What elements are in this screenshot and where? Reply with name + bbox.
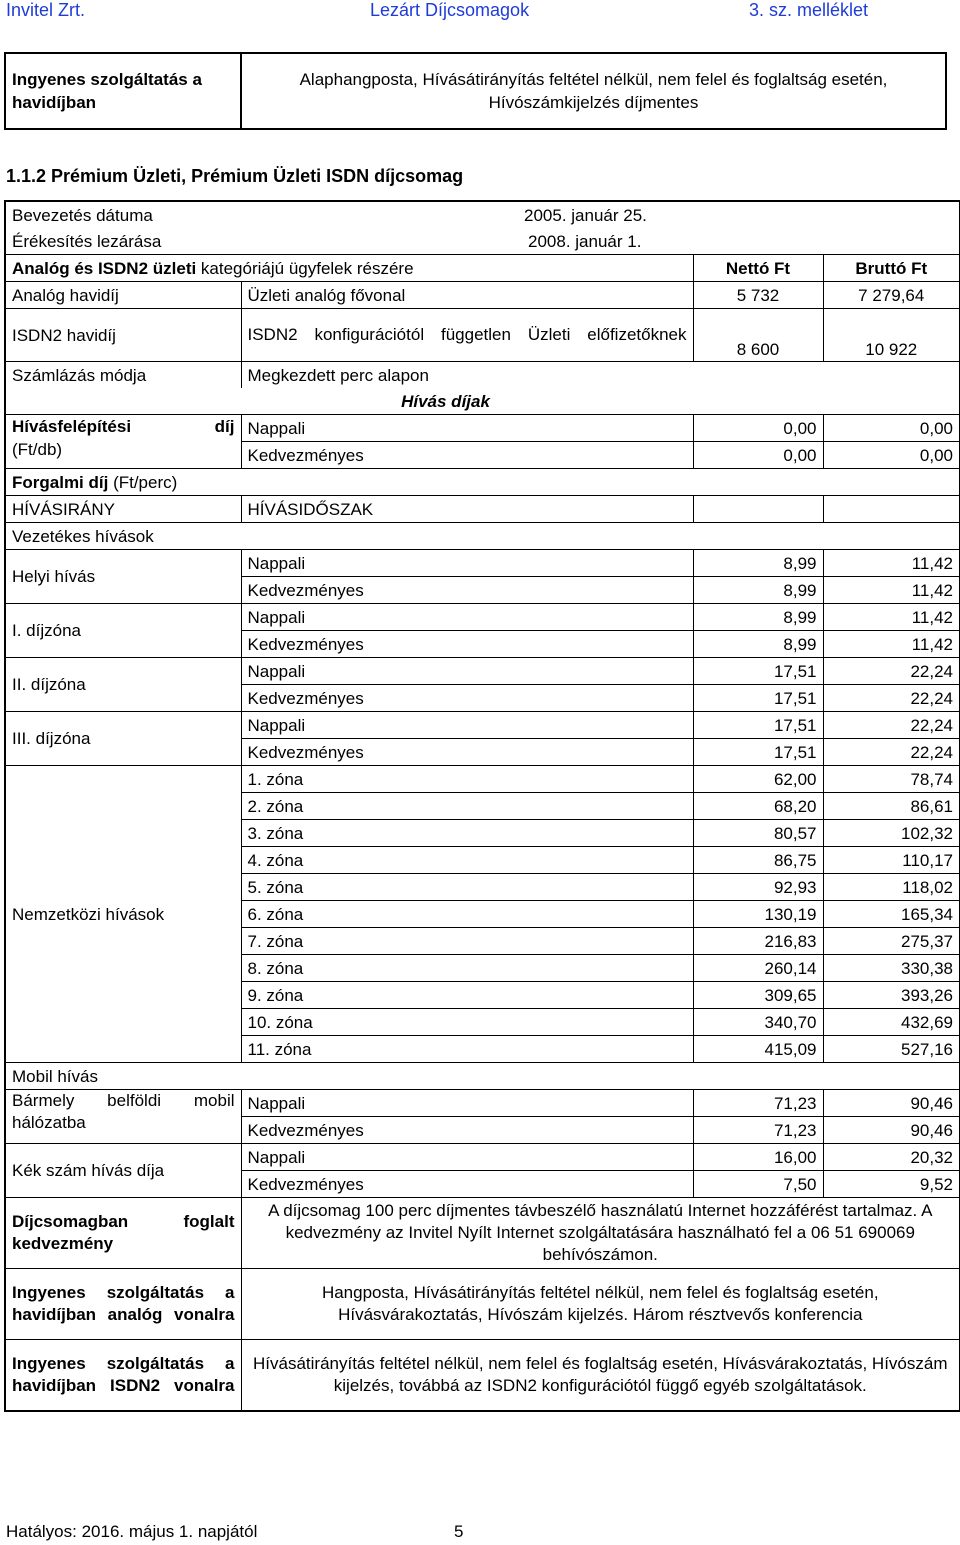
intl-net: 80,57: [693, 820, 823, 847]
free-analog-label: Ingyenes szolgáltatás a havidíjban analóg vonalra: [5, 1269, 241, 1340]
wired-group-name: Helyi hívás: [5, 550, 241, 604]
wired-gross: 22,24: [823, 685, 960, 712]
footer-page: 5: [454, 1522, 464, 1541]
isdn-fee-gross: 10 922: [823, 309, 960, 362]
wired-net: 17,51: [693, 712, 823, 739]
wired-label: Vezetékes hívások: [5, 523, 960, 550]
intl-zone: 3. zóna: [241, 820, 693, 847]
intl-gross: 102,32: [823, 820, 960, 847]
col-gross-header: Bruttó Ft: [823, 255, 960, 282]
wired-period: Nappali: [241, 658, 693, 685]
billing-value: Megkezdett perc alapon: [241, 362, 960, 389]
wired-net: 17,51: [693, 685, 823, 712]
wired-net: 17,51: [693, 739, 823, 766]
wired-period: Nappali: [241, 712, 693, 739]
setup-row-1: [5, 415, 960, 442]
analog-fee-desc: Üzleti analóg fővonal: [241, 282, 693, 309]
close-date-label: Érékesítés lezárása: [12, 231, 162, 251]
intro-box-label: Ingyenes szolgáltatás a havidíjban: [5, 53, 241, 129]
intl-net: 340,70: [693, 1009, 823, 1036]
intl-net: 130,19: [693, 901, 823, 928]
wired-net: 8,99: [693, 604, 823, 631]
section-title: 1.1.2 Prémium Üzleti, Prémium Üzleti ISDN díjcsomag: [6, 166, 464, 186]
analog-fee-label: Analóg havidíj: [5, 282, 241, 309]
setup-period-1: Nappali: [241, 415, 693, 442]
intl-zone: 6. zóna: [241, 901, 693, 928]
setup-net-2: 0,00: [693, 442, 823, 469]
wired-g3-r0: [5, 712, 960, 739]
intl-gross: 86,61: [823, 793, 960, 820]
direction-header-row: [5, 496, 960, 523]
period-label: HÍVÁSIDŐSZAK: [241, 496, 693, 523]
free-isdn-text: Hívásátirányítás feltétel nélkül, nem felel és foglaltság esetén, Hívásvárakoztatás, Hívószám kijelzés, továbbá az ISDN2 konfigurációtól függő egyéb szolgáltatások.: [241, 1340, 960, 1412]
wired-gross: 22,24: [823, 739, 960, 766]
billing-label: Számlázás módja: [5, 362, 241, 389]
wired-gross: 11,42: [823, 631, 960, 658]
setup-period-2: Kedvezményes: [241, 442, 693, 469]
traffic-row: [5, 469, 960, 496]
traffic-label: Forgalmi díj (Ft/perc): [5, 469, 960, 496]
close-date-value: 2008. január 1.: [528, 231, 642, 251]
wired-period: Kedvezményes: [241, 739, 693, 766]
wired-group-name: II. díjzóna: [5, 658, 241, 712]
mobile-net: 71,23: [693, 1090, 823, 1117]
intl-net: 216,83: [693, 928, 823, 955]
mobile-gross: 90,46: [823, 1117, 960, 1144]
intro-date-row: [5, 201, 960, 228]
wired-net: 8,99: [693, 631, 823, 658]
wired-gross: 11,42: [823, 604, 960, 631]
intl-net: 86,75: [693, 847, 823, 874]
mobile-gross: 90,46: [823, 1090, 960, 1117]
wired-g2-r0: [5, 658, 960, 685]
intl-net: 62,00: [693, 766, 823, 793]
intl-zone: 8. zóna: [241, 955, 693, 982]
intl-zone: 1. zóna: [241, 766, 693, 793]
intl-gross: 165,34: [823, 901, 960, 928]
wired-g0-r0: [5, 550, 960, 577]
wired-period: Nappali: [241, 550, 693, 577]
wired-net: 8,99: [693, 550, 823, 577]
mobile-period: Nappali: [241, 1090, 693, 1117]
intl-zone: 4. zóna: [241, 847, 693, 874]
category-label: Analóg és ISDN2 üzleti kategóriájú ügyfelek részére: [5, 255, 693, 282]
intro-date-value: 2005. január 25.: [524, 205, 647, 225]
intl-gross: 393,26: [823, 982, 960, 1009]
wired-gross: 11,42: [823, 550, 960, 577]
wired-g1-r0: [5, 604, 960, 631]
intl-gross: 275,37: [823, 928, 960, 955]
isdn-fee-net: 8 600: [693, 309, 823, 362]
setup-gross-1: 0,00: [823, 415, 960, 442]
wired-gross: 22,24: [823, 712, 960, 739]
blue-net: 7,50: [693, 1171, 823, 1198]
mobile-net: 71,23: [693, 1117, 823, 1144]
mobile-any-label: Bármely belföldi mobil hálózatba: [5, 1090, 241, 1144]
tariff-table: [4, 200, 960, 1412]
call-fees-heading: Hívás díjak: [401, 391, 490, 411]
intl-gross: 78,74: [823, 766, 960, 793]
intl-zone: 2. zóna: [241, 793, 693, 820]
discount-text: A díjcsomag 100 perc díjmentes távbeszélő használatú Internet hozzáférést tartalmaz. A kedvezmény az Invitel Nyílt Internet szolgáltatására használható fel a 06 51 690069 behívószámon.: [241, 1198, 960, 1269]
wired-gross: 22,24: [823, 658, 960, 685]
wired-group-name: I. díjzóna: [5, 604, 241, 658]
header-company: Invitel Zrt.: [6, 0, 86, 20]
intl-net: 260,14: [693, 955, 823, 982]
analog-fee-net: 5 732: [693, 282, 823, 309]
intl-label: Nemzetközi hívások: [5, 766, 241, 1063]
intl-zone: 5. zóna: [241, 874, 693, 901]
category-row: [5, 255, 960, 282]
blue-net: 16,00: [693, 1144, 823, 1171]
mobile-row: [5, 1063, 960, 1090]
wired-period: Kedvezményes: [241, 631, 693, 658]
wired-gross: 11,42: [823, 577, 960, 604]
intro-box: [4, 52, 947, 130]
call-fees-heading-row: [5, 388, 960, 415]
footer-effective: Hatályos: 2016. május 1. napjától: [6, 1522, 258, 1541]
free-analog-text: Hangposta, Hívásátirányítás feltétel nélkül, nem felel és foglaltság esetén, Hívásvárakoztatás, Hívószám kijelzés. Három résztvevős konferencia: [241, 1269, 960, 1340]
wired-row: [5, 523, 960, 550]
wired-period: Nappali: [241, 604, 693, 631]
intl-gross: 118,02: [823, 874, 960, 901]
col-net-header: Nettó Ft: [693, 255, 823, 282]
wired-net: 8,99: [693, 577, 823, 604]
intl-zone: 10. zóna: [241, 1009, 693, 1036]
wired-net: 17,51: [693, 658, 823, 685]
intl-net: 309,65: [693, 982, 823, 1009]
billing-row: [5, 362, 960, 389]
wired-period: Kedvezményes: [241, 577, 693, 604]
blue-label: Kék szám hívás díja: [5, 1144, 241, 1198]
isdn-fee-label: ISDN2 havidíj: [5, 309, 241, 362]
blue-gross: 9,52: [823, 1171, 960, 1198]
direction-label: HÍVÁSIRÁNY: [5, 496, 241, 523]
intl-net: 68,20: [693, 793, 823, 820]
setup-label: Hívásfelépítési díj (Ft/db): [5, 415, 241, 469]
header-section: Lezárt Díjcsomagok: [370, 0, 530, 20]
discount-label: Díjcsomagban foglalt kedvezmény: [5, 1198, 241, 1269]
header-appendix: 3. sz. melléklet: [749, 0, 869, 20]
isdn-fee-row: [5, 309, 960, 362]
intl-net: 415,09: [693, 1036, 823, 1063]
intl-gross: 527,16: [823, 1036, 960, 1063]
intl-zone: 9. zóna: [241, 982, 693, 1009]
blue-period: Nappali: [241, 1144, 693, 1171]
blue-period: Kedvezményes: [241, 1171, 693, 1198]
intro-date-label: Bevezetés dátuma: [12, 205, 153, 225]
analog-fee-gross: 7 279,64: [823, 282, 960, 309]
setup-gross-2: 0,00: [823, 442, 960, 469]
setup-net-1: 0,00: [693, 415, 823, 442]
intl-gross: 432,69: [823, 1009, 960, 1036]
intl-gross: 110,17: [823, 847, 960, 874]
intl-gross: 330,38: [823, 955, 960, 982]
free-isdn-label: Ingyenes szolgáltatás a havidíjban ISDN2 vonalra: [5, 1340, 241, 1412]
blue-gross: 20,32: [823, 1144, 960, 1171]
wired-period: Kedvezményes: [241, 685, 693, 712]
isdn-fee-desc: ISDN2 konfigurációtól független Üzleti előfizetőknek: [241, 309, 693, 362]
mobile-period: Kedvezményes: [241, 1117, 693, 1144]
analog-fee-row: [5, 282, 960, 309]
mobile-label: Mobil hívás: [5, 1063, 960, 1090]
wired-group-name: III. díjzóna: [5, 712, 241, 766]
close-date-row: [5, 228, 960, 255]
intro-box-text: Alaphangposta, Hívásátirányítás feltétel nélkül, nem felel és foglaltság esetén, Hívószámkijelzés díjmentes: [241, 53, 946, 129]
intl-zone: 11. zóna: [241, 1036, 693, 1063]
intl-net: 92,93: [693, 874, 823, 901]
intl-zone: 7. zóna: [241, 928, 693, 955]
